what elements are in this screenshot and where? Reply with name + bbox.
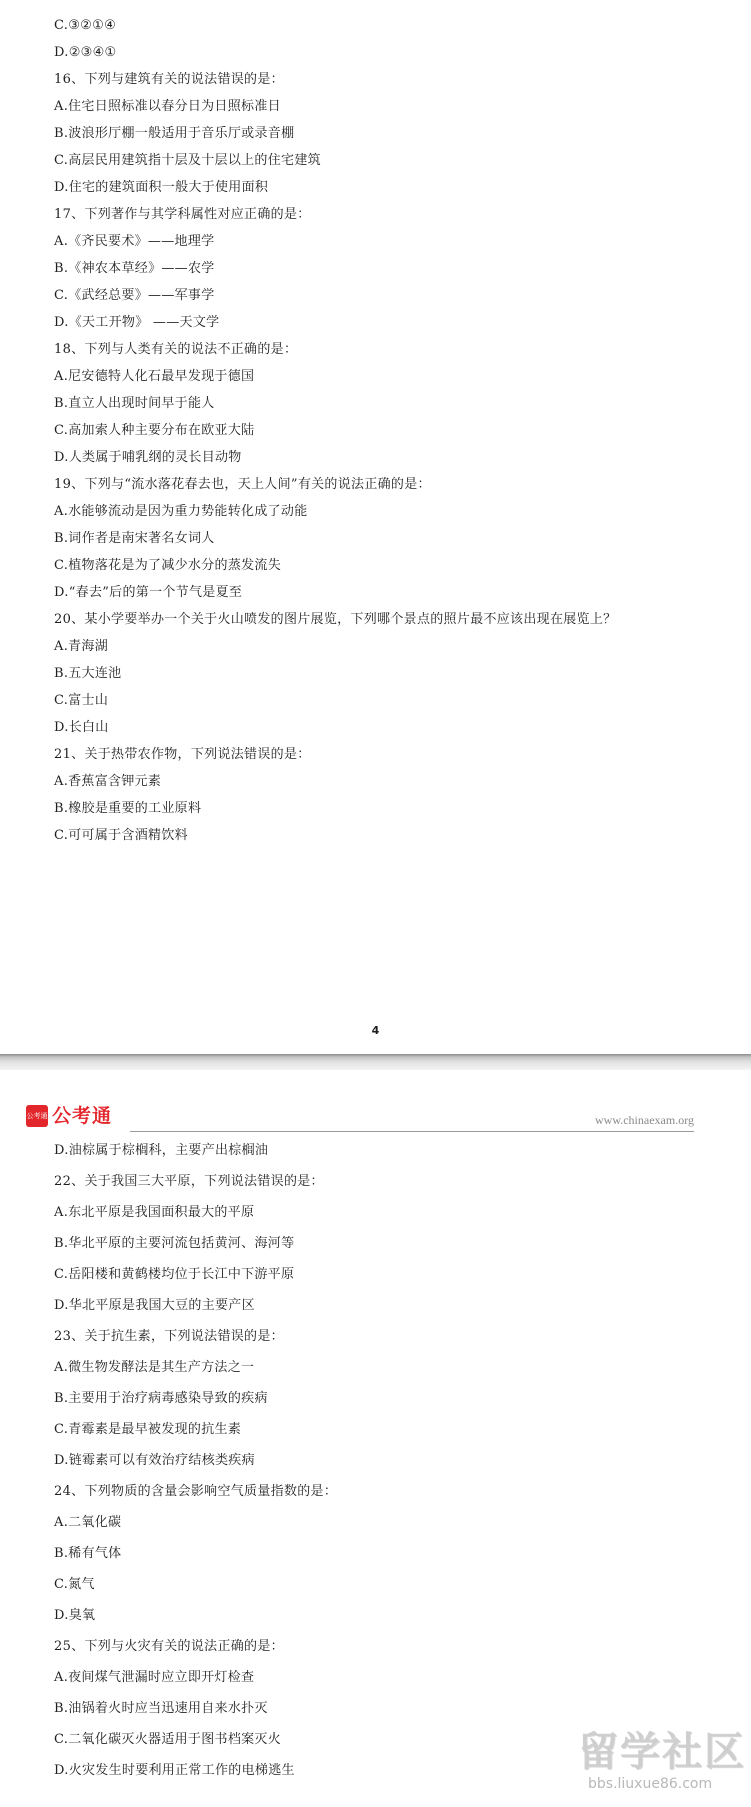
watermark-title: 留学社区 — [578, 1729, 746, 1775]
option-text: B.《神农本草经》——农学 — [54, 261, 215, 276]
option-text: D.《天工开物》 ——天文学 — [54, 315, 220, 330]
option-text: B.油锅着火时应当迅速用自来水扑灭 — [54, 1701, 268, 1716]
option-text: D.长白山 — [54, 720, 109, 735]
option-text: A.东北平原是我国面积最大的平原 — [54, 1205, 255, 1220]
logo-icon: 公考通 — [26, 1105, 48, 1127]
option-text: B.主要用于治疗病毒感染导致的疾病 — [54, 1391, 268, 1406]
option-text: C.可可属于含酒精饮料 — [54, 828, 188, 843]
option-text: A.尼安德特人化石最早发现于德国 — [54, 369, 255, 384]
option-text: C.富士山 — [54, 693, 109, 708]
option-text: A.《齐民要术》——地理学 — [54, 234, 215, 249]
option-text: D.火灾发生时要利用正常工作的电梯逃生 — [54, 1763, 295, 1778]
watermark — [578, 1720, 748, 1804]
option-text: D.“春去”后的第一个节气是夏至 — [54, 585, 243, 600]
page-number: 4 — [371, 1024, 380, 1037]
option-text: C.植物落花是为了减少水分的蒸发流失 — [54, 558, 282, 573]
option-text: C.岳阳楼和黄鹤楼均位于长江中下游平原 — [54, 1267, 295, 1282]
option-text: B.词作者是南宋著名女词人 — [54, 531, 215, 546]
question-16: 16、下列与建筑有关的说法错误的是： — [54, 72, 284, 87]
option-text: B.五大连池 — [54, 666, 122, 681]
option-text: C.青霉素是最早被发现的抗生素 — [54, 1422, 242, 1437]
site-url: www.chinaexam.org — [595, 1113, 694, 1127]
option-text: B.直立人出现时间早于能人 — [54, 396, 215, 411]
option-text: A.夜间煤气泄漏时应立即开灯检查 — [54, 1670, 255, 1685]
option-text: D.臭氧 — [54, 1608, 96, 1623]
option-text: C.高层民用建筑指十层及十层以上的住宅建筑 — [54, 153, 321, 168]
option-text: C.氮气 — [54, 1577, 95, 1592]
option-text: A.香蕉富含钾元素 — [54, 774, 162, 789]
option-text: B.稀有气体 — [54, 1546, 122, 1561]
option-text: D.链霉素可以有效治疗结核类疾病 — [54, 1453, 255, 1468]
text-line: D.②③④① — [54, 45, 117, 60]
option-text: C.二氧化碳灭火器适用于图书档案灭火 — [54, 1732, 282, 1747]
question-20: 20、某小学要举办一个关于火山喷发的图片展览，下列哪个景点的照片最不应该出现在展览上？ — [54, 612, 617, 627]
option-text: B.波浪形厅棚一般适用于音乐厅或录音棚 — [54, 126, 295, 141]
option-text: D.油棕属于棕榈科，主要产出棕榈油 — [54, 1143, 269, 1158]
question-19: 19、下列与“流水落花春去也，天上人间”有关的说法正确的是： — [54, 477, 431, 492]
option-text: A.二氧化碳 — [54, 1515, 122, 1530]
question-25: 25、下列与火灾有关的说法正确的是： — [54, 1639, 284, 1654]
option-text: D.住宅的建筑面积一般大于使用面积 — [54, 180, 269, 195]
option-text: A.微生物发酵法是其生产方法之一 — [54, 1360, 255, 1375]
option-text: C.《武经总要》——军事学 — [54, 288, 215, 303]
question-21: 21、关于热带农作物，下列说法错误的是： — [54, 747, 311, 762]
question-18: 18、下列与人类有关的说法不正确的是： — [54, 342, 298, 357]
option-text: A.住宅日照标准以春分日为日照标准日 — [54, 99, 281, 114]
option-text: B.华北平原的主要河流包括黄河、海河等 — [54, 1236, 295, 1251]
text-line: C.③②①④ — [54, 18, 117, 33]
logo-text: 公考通 — [52, 1105, 113, 1127]
question-22: 22、关于我国三大平原，下列说法错误的是： — [54, 1174, 324, 1189]
option-text: D.华北平原是我国大豆的主要产区 — [54, 1298, 255, 1313]
header-divider — [130, 1131, 694, 1132]
option-text: A.水能够流动是因为重力势能转化成了动能 — [54, 504, 308, 519]
watermark-url: bbs.liuxue86.com — [588, 1776, 713, 1792]
question-24: 24、下列物质的含量会影响空气质量指数的是： — [54, 1484, 338, 1499]
option-text: A.青海湖 — [54, 639, 109, 654]
question-17: 17、下列著作与其学科属性对应正确的是： — [54, 207, 311, 222]
page-header — [24, 1103, 694, 1133]
option-text: B.橡胶是重要的工业原料 — [54, 801, 202, 816]
question-23: 23、关于抗生素，下列说法错误的是： — [54, 1329, 284, 1344]
option-text: C.高加索人种主要分布在欧亚大陆 — [54, 423, 255, 438]
option-text: D.人类属于哺乳纲的灵长目动物 — [54, 450, 242, 465]
page-separator — [0, 1054, 751, 1070]
